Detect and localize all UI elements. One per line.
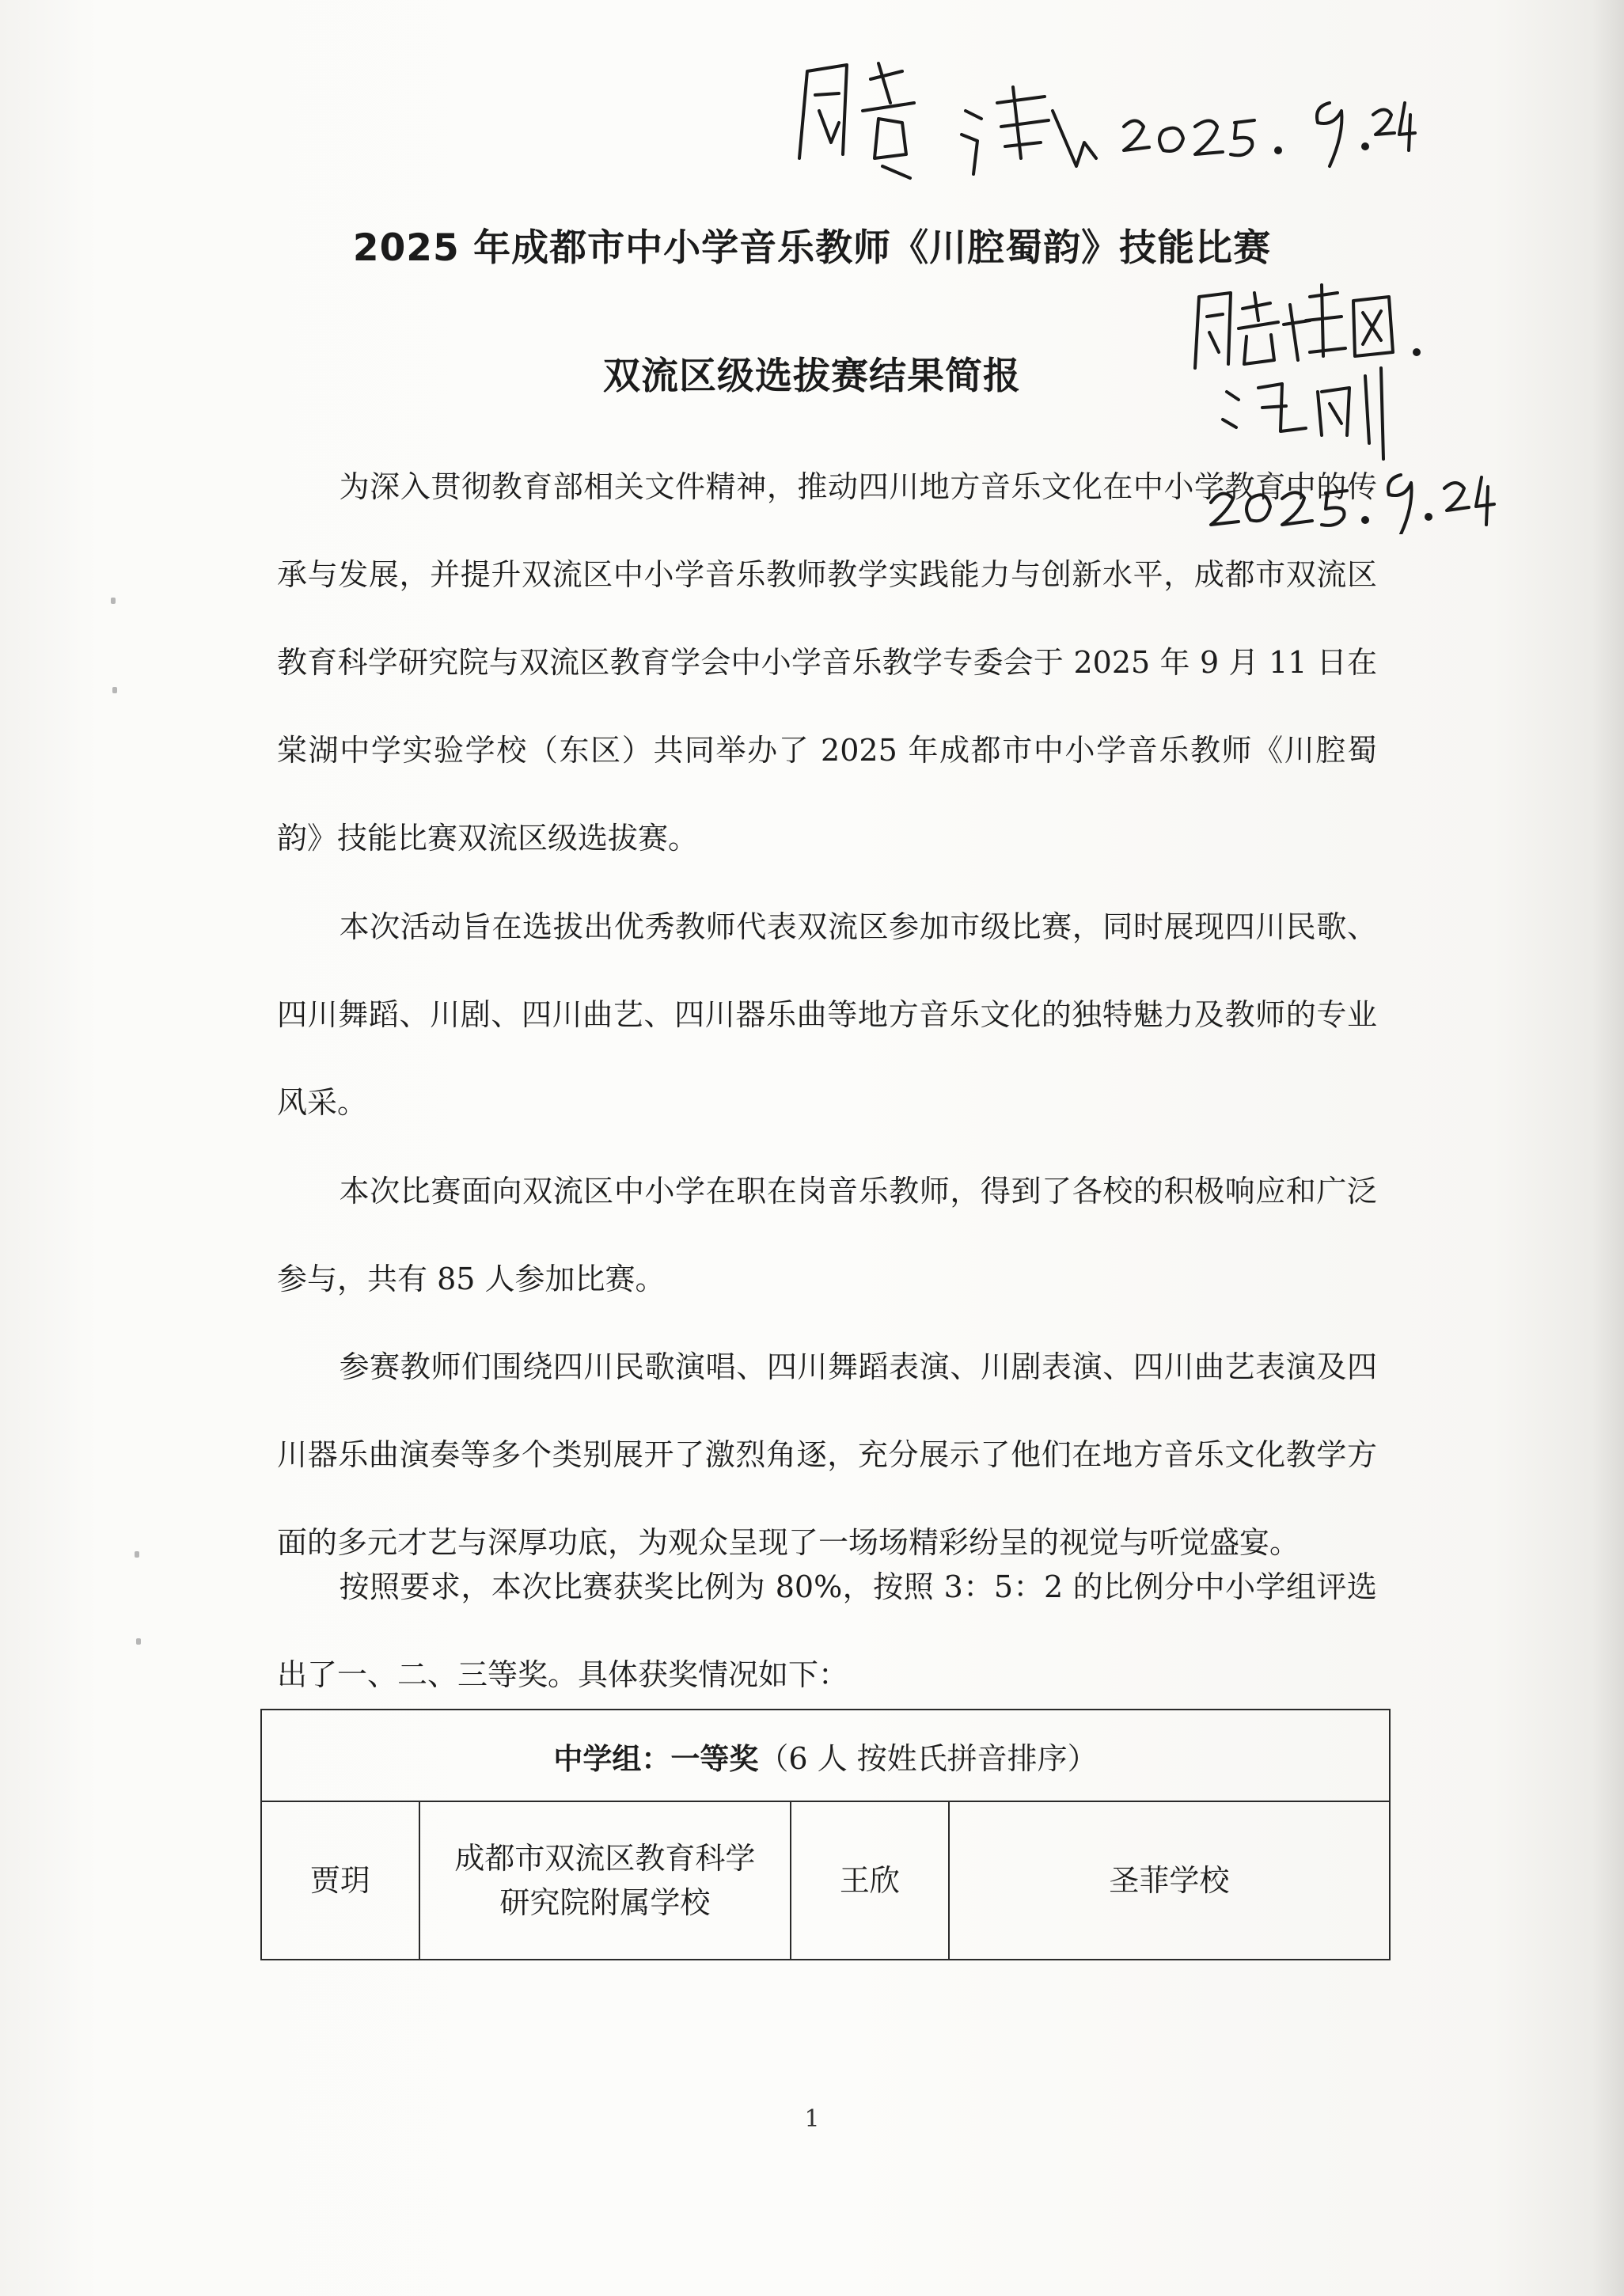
paragraph-1-text: 为深入贯彻教育部相关文件精神，推动四川地方音乐文化在中小学教育中的传承与发展，并提升双流区中小学音乐教师教学实践能力与创新水平，成都市双流区教育科学研究院与双流区教育学会中小学音乐教学专委会于 2025 年 9 月 11 日在棠湖中学实验学校（东区）共同举办了 2025 年成都市中小学音乐教师《川腔蜀韵》技能比赛双流区级选拔赛。 xyxy=(277,469,1377,856)
award-table xyxy=(260,1709,1391,1960)
school-line-1: 成都市双流区教育科学 xyxy=(454,1841,756,1876)
winner-school-cell: 圣菲学校 xyxy=(949,1801,1390,1960)
paragraph-3 xyxy=(277,1148,1377,1323)
winner-name-cell: 贾玥 xyxy=(261,1801,419,1960)
school-line-2: 研究院附属学校 xyxy=(499,1885,711,1920)
paragraph-5 xyxy=(277,1543,1377,1719)
paragraph-3-text: 本次比赛面向双流区中小学在职在岗音乐教师，得到了各校的积极响应和广泛参与，共有 85 人参加比赛。 xyxy=(277,1174,1377,1296)
paragraph-2-text: 本次活动旨在选拔出优秀教师代表双流区参加市级比赛，同时展现四川民歌、四川舞蹈、川剧、四川曲艺、四川器乐曲等地方音乐文化的独特魅力及教师的专业风采。 xyxy=(277,909,1377,1120)
page-edge-shadow xyxy=(1592,0,1624,2296)
document-title: 2025 年成都市中小学音乐教师《川腔蜀韵》技能比赛 xyxy=(352,226,1272,270)
winner-name-cell: 王欣 xyxy=(791,1801,949,1960)
award-level-label: 中学组：一等奖 xyxy=(553,1741,759,1776)
table-row xyxy=(261,1801,1390,1960)
winner-school-cell xyxy=(419,1801,791,1960)
document-subtitle: 双流区级选拔赛结果简报 xyxy=(603,355,1021,398)
table-header-row xyxy=(261,1710,1390,1801)
table-header xyxy=(261,1710,1390,1801)
paragraph-2 xyxy=(277,883,1377,1147)
award-count-note: （6 人 按姓氏拼音排序） xyxy=(758,1740,1098,1776)
paragraph-1 xyxy=(277,443,1377,882)
paragraph-5-text: 按照要求，本次比赛获奖比例为 80%，按照 3：5：2 的比例分中小学组评选出了一、二、三等奖。具体获奖情况如下： xyxy=(277,1569,1377,1692)
page-number: 1 xyxy=(804,2105,820,2133)
handwritten-approval-1 xyxy=(784,47,1417,182)
paragraph-4-text: 参赛教师们围绕四川民歌演唱、四川舞蹈表演、川剧表演、四川曲艺表演及四川器乐曲演奏等多个类别展开了激烈角逐，充分展示了他们在地方音乐文化教学方面的多元才艺与深厚功底，为观众呈现了一场场精彩纷呈的视觉与听觉盛宴。 xyxy=(277,1349,1377,1560)
